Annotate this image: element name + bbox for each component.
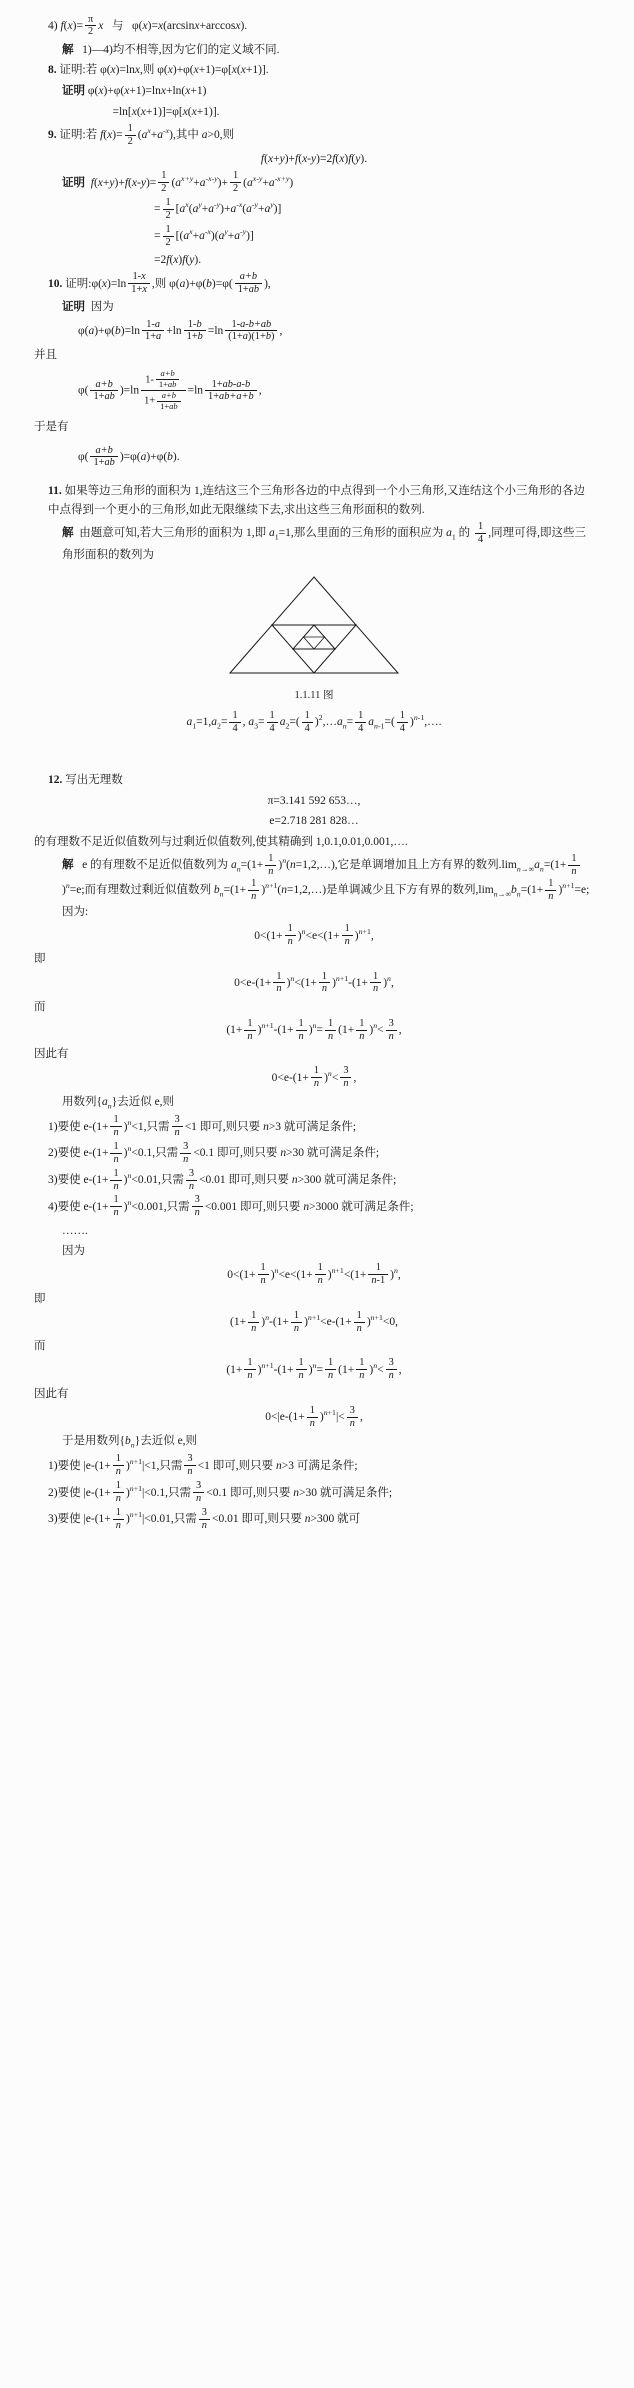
ineq-2: 0<e-(1+ $\frac{1}{n}$ )$^n$<(1+ $\frac{1}{n}$ )$^{n+1}$-(1+ $\frac{1}{n}$ )$^n$, [234, 970, 394, 995]
problem-12-statement: 12. 写出无理数 [48, 773, 123, 786]
problem-9-proof-line4: =2f(x)f(y). [154, 254, 202, 267]
connector-er-1: 而 [34, 1000, 46, 1013]
connector-ji-1: 即 [34, 953, 46, 966]
problem-10-eq2: φ( $\frac{a+b}{1+ab}$ )=ln 1- $\frac{a+b}{1+ab}$ 1+ $\frac{a+b}{1+ab}$ =ln $\frac{1+ab-a-b}{1+ab+a+b}$ , [78, 368, 262, 411]
ineq-4: 0<e-(1+ $\frac{1}{n}$ )$^n$< $\frac{3}{n}$ , [271, 1065, 357, 1090]
problem-10-eq1: φ(a)+φ(b)=ln $\frac{1-a}{1+a}$ +ln $\frac{1-b}{1+b}$ =ln $\frac{1-a-b+ab}{(1+a)(1+b)}$ , [78, 318, 283, 343]
approx-a-case-1: 1)要使 e-(1+ $\frac{1}{n}$ )$^n$<1,只需 $\frac{3}{n}$ <1 即可,则只要 n>3 就可满足条件; [48, 1114, 357, 1138]
connector-yinci-1: 因此有 [34, 1048, 69, 1061]
ellipsis-line: ……. [62, 1224, 88, 1237]
problem-12-solution: 解 e 的有理数不足近似值数列为 $a_n=(1+$ $\frac{1}{n}$ )$^n$(n=1,2,…),它是单调增加且上方有界的数列$.\lim_{n\to\infty}a_n=(1+$ $\frac{1}{n}$ )$^n$=e;而有理数过剩近似值数列 $b_n=(1+$ $\frac{1}{n}$ )$^{n+1}$(n=1,2,…)是单调减少且下方有界的数列$,\lim_{n\to\infty}b_n=(1+$ $\frac{1}{n}$ )$^{n+1}$=e;因为: [62, 852, 590, 918]
ineq-7: (1+ $\frac{1}{n}$ )$^{n+1}$-(1+ $\frac{1}{n}$ )$^n$= $\frac{1}{n}$ (1+ $\frac{1}{n}$ )$^n$< $\frac{3}{n}$ , [226, 1357, 402, 1382]
problem-10-connector-2: 于是有 [34, 421, 69, 434]
connector-yinci-2: 因此有 [34, 1387, 69, 1400]
problem-10-connector-1: 并且 [34, 348, 57, 361]
problem-12-requirement: 的有理数不足近似值数列与过剩近似值数列,使其精确到 1,0.1,0.01,0.001,…. [34, 835, 408, 848]
solution-4: 解 1)—4)均不相等,因为它们的定义域不同. [62, 43, 280, 56]
nested-triangles-diagram [224, 571, 404, 679]
ineq-8: 0<|e-(1+ $\frac{1}{n}$ )$^{n+1}$|< $\frac{3}{n}$ , [265, 1404, 363, 1429]
approx-b-case-1: 1)要使 |e-(1+ $\frac{1}{n}$ )$^{n+1}$|<1,只需 $\frac{3}{n}$ <1 即可,则只要 n>3 可满足条件; [48, 1453, 358, 1478]
ineq-6: (1+ $\frac{1}{n}$ )$^n$-(1+ $\frac{1}{n}$ )$^{n+1}$<e-(1+ $\frac{1}{n}$ )$^{n+1}$<0, [230, 1309, 398, 1334]
problem-11-statement: 11. 如果等边三角形的面积为 1,连结这三个三角形各边的中点得到一个小三角形,又连结这个小三角形的各边中点得到一个更小的三角形,如此无限继续下去,求出这些三角形面积的数列. [48, 484, 585, 516]
ineq-5: 0<(1+ $\frac{1}{n}$ )$^n$<e<(1+ $\frac{1}{n}$ )$^{n+1}$<(1+ $\frac{1}{n-1}$ )$^n$, [227, 1262, 401, 1287]
problem-10-statement: 10. 证明:φ(x)=ln $\frac{1-x}{1+x}$ ,则 φ(a)+φ(b)=φ( $\frac{a+b}{1+ab}$ ), [48, 271, 271, 296]
connector-yinwei: 因为 [62, 1245, 85, 1258]
problem-10-proof-intro: 证明 因为 [62, 301, 114, 314]
approx-a-case-4: 4)要使 e-(1+ $\frac{1}{n}$ )$^n$<0.001,只需 $\frac{3}{n}$ <0.001 即可,则只要 n>3000 就可满足条件; [48, 1194, 414, 1219]
problem-11-sequence: $a_1=1,a_2=$ $\frac{1}{4}$ , $a_3=$ $\frac{1}{4}$ $a_2=$( $\frac{1}{4}$ )$^2,\dots a_n=$ $\frac{1}{4}$ $a_{n-1}=$( $\frac{1}{4}$ )$^{n-1}$,…. [186, 709, 442, 734]
problem-12-pi: π=3.141 592 653…, [267, 794, 361, 807]
figure-caption: 1.1.11 图 [294, 690, 334, 702]
problem-9-proof-line1: 证明 f(x+y)+f(x-y)= $\frac{1}{2}$ $(a^{x+y}+a^{-x-y})+$ $\frac{1}{2}$ $(a^{x-y}+a^{-x+y})$ [62, 170, 294, 195]
problem-11-solution: 解 由题意可知,若大三角形的面积为 1,即 $a_1=1$,那么里面的三角形的面积应为 $a_1$ 的 $\frac{1}{4}$ ,同理可得,即这些三角形面积的数列为 [62, 520, 586, 561]
problem-4-line: 4) f(x)= $\frac{\pi}{2}$ x 与 φ(x)=x(arcsinx+arccosx). [48, 13, 248, 38]
problem-8-proof-line1: 证明 φ(x)+φ(x+1)=lnx+ln(x+1) [62, 85, 207, 98]
problem-9-proof-line3: = $\frac{1}{2}$ $[(a^x+a^{-x})(a^y+a^{-y})]$ [154, 223, 254, 248]
approx-b-case-3: 3)要使 |e-(1+ $\frac{1}{n}$ )$^{n+1}$|<0.01,只需 $\frac{3}{n}$ <0.01 即可,则只要 n>300 就可 [48, 1506, 361, 1531]
problem-8-proof-line2: =ln[x(x+1)]=φ[x(x+1)]. [78, 105, 220, 118]
problem-10-eq3: φ( $\frac{a+b}{1+ab}$ )=φ(a)+φ(b). [78, 444, 180, 469]
approx-b-intro: 于是用数列$\{b_n\}$去近似 e,则 [62, 1434, 198, 1450]
ineq-3: (1+ $\frac{1}{n}$ )$^{n+1}$-(1+ $\frac{1}{n}$ )$^n$= $\frac{1}{n}$ (1+ $\frac{1}{n}$ )$^n$< $\frac{3}{n}$ , [226, 1017, 402, 1042]
triangle-figure [34, 571, 594, 686]
connector-ji-2: 即 [34, 1292, 46, 1305]
connector-er-2: 而 [34, 1340, 46, 1353]
approx-a-intro: 用数列$\{a_n\}$去近似 e,则 [62, 1095, 175, 1110]
problem-12-e: e=2.718 281 828… [269, 815, 359, 828]
ineq-1: 0<(1+ $\frac{1}{n}$ )$^n$<e<(1+ $\frac{1}{n}$ )$^{n+1}$, [254, 923, 374, 948]
problem-9-proof-line2: = $\frac{1}{2}$ $[a^x(a^y+a^{-y})+a^{-x}(a^{-y}+a^y)]$ [154, 196, 282, 221]
problem-9-statement: 9. 证明:若 f(x)= $\frac{1}{2}$ $(a^x+a^{-x})$,其中 a>0,则 [48, 122, 235, 147]
problem-9-equation: f(x+y)+f(x-y)=2f(x)f(y). [260, 153, 368, 166]
approx-a-case-2: 2)要使 e-(1+ $\frac{1}{n}$ )$^n$<0.1,只需 $\frac{3}{n}$ <0.1 即可,则只要 n>30 就可满足条件; [48, 1140, 380, 1165]
approx-b-case-2: 2)要使 |e-(1+ $\frac{1}{n}$ )$^{n+1}$|<0.1,只需 $\frac{3}{n}$ <0.1 即可,则只要 n>30 就可满足条件; [48, 1480, 393, 1505]
approx-a-case-3: 3)要使 e-(1+ $\frac{1}{n}$ )$^n$<0.01,只需 $\frac{3}{n}$ <0.01 即可,则只要 n>300 就可满足条件; [48, 1167, 397, 1192]
problem-8-statement: 8. 证明:若 φ(x)=lnx,则 φ(x)+φ(x+1)=φ[x(x+1)]. [48, 64, 269, 77]
